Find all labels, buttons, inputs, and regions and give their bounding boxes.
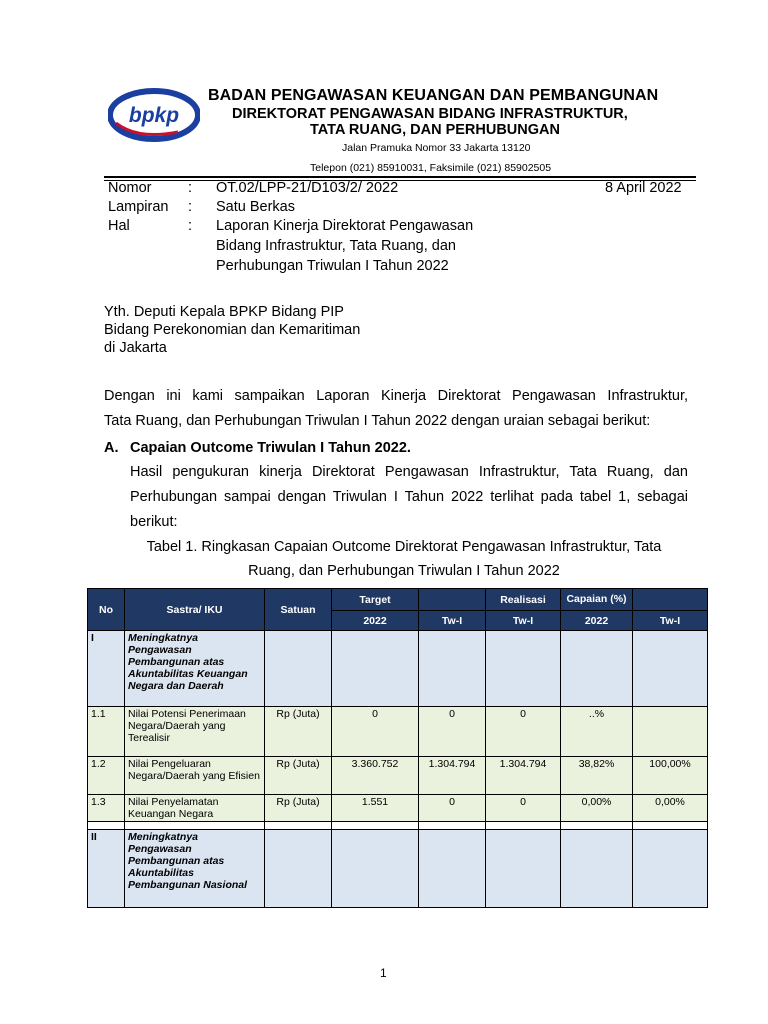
table-row [88, 830, 708, 908]
section-a-heading: Capaian Outcome Triwulan I Tahun 2022. [130, 440, 411, 456]
th-sastra: Sastra/ IKU [125, 589, 265, 631]
intro-line2: Tata Ruang, dan Perhubungan Triwulan I Tahun 2022 dengan uraian sebagai berikut: [104, 413, 651, 429]
cell-realisasi-twi: 1.304.794 [486, 757, 561, 795]
nomor-value: OT.02/LPP-21/D103/2/ 2022 [216, 180, 399, 196]
th-target-2022: 2022 [332, 611, 419, 631]
cell-capaian-2022: 38,82% [561, 757, 633, 795]
section-a-letter: A. [104, 440, 119, 456]
lampiran-value: Satu Berkas [216, 199, 295, 215]
nomor-label: Nomor [108, 180, 152, 196]
outcome-table [87, 588, 708, 908]
cell-capaian-2022: ..% [561, 707, 633, 757]
cell-target-twi [419, 631, 486, 707]
hal-line2: Bidang Infrastruktur, Tata Ruang, dan [216, 238, 456, 254]
cell-iku: Nilai Penyelamatan Keuangan Negara [125, 795, 265, 822]
cell-satuan [265, 631, 332, 707]
th-realisasi-twi: Tw-I [486, 611, 561, 631]
page-number: 1 [380, 966, 387, 980]
cell-capaian-twi [633, 830, 708, 908]
section-a-line2: Perhubungan sampai dengan Triwulan I Tahun 2022 terlihat pada tabel 1, sebagai [130, 489, 688, 505]
directorate-line1: DIREKTORAT PENGAWASAN BIDANG INFRASTRUKTUR, [232, 106, 628, 122]
table-row [88, 631, 708, 707]
cell-iku: Nilai Pengeluaran Negara/Daerah yang Efisien [125, 757, 265, 795]
lampiran-colon: : [188, 199, 193, 215]
cell-target-2022: 0 [332, 707, 419, 757]
hal-label: Hal [108, 218, 130, 234]
hal-line3: Perhubungan Triwulan I Tahun 2022 [216, 258, 449, 274]
table-row [88, 707, 708, 757]
bpkp-logo [108, 88, 200, 142]
th-target-blank [419, 589, 486, 611]
logo-text: bpkp [128, 104, 180, 127]
th-capaian-blank [633, 589, 708, 611]
th-no: No [88, 589, 125, 631]
cell-realisasi-twi [486, 830, 561, 908]
th-capaian-twi: Tw-I [633, 611, 708, 631]
cell-capaian-twi [633, 707, 708, 757]
table-row [88, 795, 708, 822]
cell-no: 1.1 [88, 707, 125, 757]
th-satuan: Satuan [265, 589, 332, 631]
cell-target-2022: 1.551 [332, 795, 419, 822]
cell-no: II [88, 830, 125, 908]
cell-target-twi: 0 [419, 795, 486, 822]
address: Jalan Pramuka Nomor 33 Jakarta 13120 [342, 142, 531, 154]
cell-target-twi: 1.304.794 [419, 757, 486, 795]
org-name: BADAN PENGAWASAN KEUANGAN DAN PEMBANGUNAN [208, 87, 659, 104]
recipient-line3: di Jakarta [104, 340, 167, 356]
cell-iku: Nilai Potensi Penerimaan Negara/Daerah yang Terealisir [125, 707, 265, 757]
table-spacer-row [88, 822, 708, 830]
table-row [88, 757, 708, 795]
cell-capaian-2022 [561, 631, 633, 707]
phone: Telepon (021) 85910031, Faksimile (021) 85902505 [310, 162, 552, 174]
cell-target-twi [419, 830, 486, 908]
cell-capaian-twi: 0,00% [633, 795, 708, 822]
cell-realisasi-twi: 0 [486, 707, 561, 757]
table-caption-line2: Ruang, dan Perhubungan Triwulan I Tahun 2022 [248, 563, 560, 579]
cell-capaian-twi: 100,00% [633, 757, 708, 795]
cell-no: I [88, 631, 125, 707]
cell-target-2022: 3.360.752 [332, 757, 419, 795]
intro-line1: Dengan ini kami sampaikan Laporan Kinerja Direktorat Pengawasan Infrastruktur, [104, 388, 688, 404]
cell-iku: Meningkatnya Pengawasan Pembangunan atas Akuntabilitas Keuangan Negara dan Daerah [125, 631, 265, 707]
cell-target-2022 [332, 830, 419, 908]
th-capaian-2022: 2022 [561, 611, 633, 631]
nomor-colon: : [188, 180, 193, 196]
lampiran-label: Lampiran [108, 199, 169, 215]
th-target: Target [332, 589, 419, 611]
section-a-line1: Hasil pengukuran kinerja Direktorat Pengawasan Infrastruktur, Tata Ruang, dan [130, 464, 688, 480]
th-realisasi: Realisasi [486, 589, 561, 611]
cell-target-2022 [332, 631, 419, 707]
cell-realisasi-twi: 0 [486, 795, 561, 822]
recipient-line2: Bidang Perekonomian dan Kemaritiman [104, 322, 361, 338]
directorate-line2: TATA RUANG, DAN PERHUBUNGAN [310, 122, 560, 138]
th-capaian: Capaian (%) [561, 589, 633, 611]
cell-satuan: Rp (Juta) [265, 757, 332, 795]
section-a-line3: berikut: [130, 514, 178, 530]
cell-satuan: Rp (Juta) [265, 795, 332, 822]
cell-iku: Meningkatnya Pengawasan Pembangunan atas Akuntabilitas Pembangunan Nasional [125, 830, 265, 908]
cell-capaian-2022: 0,00% [561, 795, 633, 822]
cell-capaian-twi [633, 631, 708, 707]
cell-no: 1.3 [88, 795, 125, 822]
cell-capaian-2022 [561, 830, 633, 908]
letter-date: 8 April 2022 [605, 180, 682, 196]
cell-no: 1.2 [88, 757, 125, 795]
recipient-line1: Yth. Deputi Kepala BPKP Bidang PIP [104, 304, 344, 320]
hal-line1: Laporan Kinerja Direktorat Pengawasan [216, 218, 474, 234]
cell-target-twi: 0 [419, 707, 486, 757]
cell-satuan [265, 830, 332, 908]
th-target-twi: Tw-I [419, 611, 486, 631]
hal-colon: : [188, 218, 193, 234]
table-caption-line1: Tabel 1. Ringkasan Capaian Outcome Direktorat Pengawasan Infrastruktur, Tata [146, 539, 662, 555]
cell-satuan: Rp (Juta) [265, 707, 332, 757]
cell-realisasi-twi [486, 631, 561, 707]
